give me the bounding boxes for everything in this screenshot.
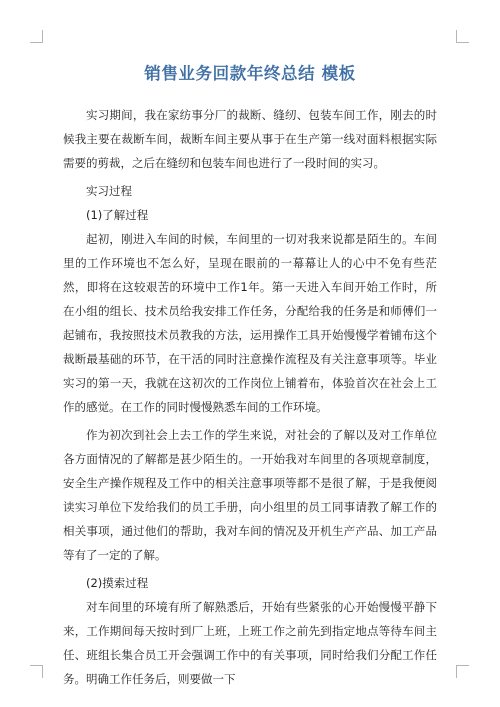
paragraph-daily-routine: 对车间里的环境有所了解熟悉后，开始有些紧张的心开始慢慢平静下来，工作期间每天按时到厂上班，上班工作之前先到指定地点等待车间主任、班组长集合员工开会强调工作中的有关事项，同时给我们分配工作任务。明确工作任务后，则要做一下: [63, 600, 437, 686]
subheading-exploration-process: (2)摸索过程: [86, 576, 149, 590]
crop-mark-bottom-right: [456, 665, 469, 678]
paragraph-intro: 实习期间，我在家纺事分厂的裁断、缝纫、包装车间工作，刚去的时候我主要在裁断车间，裁断车间主要从事于在生产第一线对面料根据实际需要的剪裁，之后在缝纫和包装车间也进行了一段时间的实习。: [63, 108, 437, 170]
section-heading-internship-process: 实习过程: [86, 184, 132, 198]
paragraph-workplace-knowledge: 作为初次到社会上去工作的学生来说，对社会的了解以及对工作单位各方面情况的了解都是甚少陌生的。一开始我对车间里的各项规章制度，安全生产操作规程及工作中的相关注意事项等都不是很了解，于是我便阅读实习单位下发给我们的员工手册，向小组里的员工同事请教了解工作的相关事项，通过他们的帮助，我对车间的情况及开机生产产品、加工产品等有了一定的了解。: [63, 428, 437, 562]
document-title: 销售业务回款年终总结 模板: [144, 64, 356, 83]
crop-mark-top-right: [456, 30, 469, 43]
subheading-understanding-process: (1)了解过程: [86, 208, 149, 222]
document-body: [63, 103, 437, 691]
crop-mark-bottom-left: [30, 665, 43, 678]
crop-mark-top-left: [30, 30, 43, 43]
paragraph-first-days: 起初，刚进入车间的时候，车间里的一切对我来说都是陌生的。车间里的工作环境也不怎么好，呈现在眼前的一幕幕让人的心中不免有些茫然，即将在这较艰苦的环境中工作1年。第一天进入车间开始工作时，所在小组的组长、技术员给我安排工作任务，分配给我的任务是和师傅们一起铺布，我按照技术员教我的方法，运用操作工具开始慢慢学着铺布这个裁断最基础的环节，在干活的同时注意操作流程及有关注意事项等。毕业实习的第一天，我就在这初次的工作岗位上铺着布，体验首次在社会上工作的感觉。在工作的同时慢慢熟悉车间的工作环境。: [63, 232, 437, 414]
